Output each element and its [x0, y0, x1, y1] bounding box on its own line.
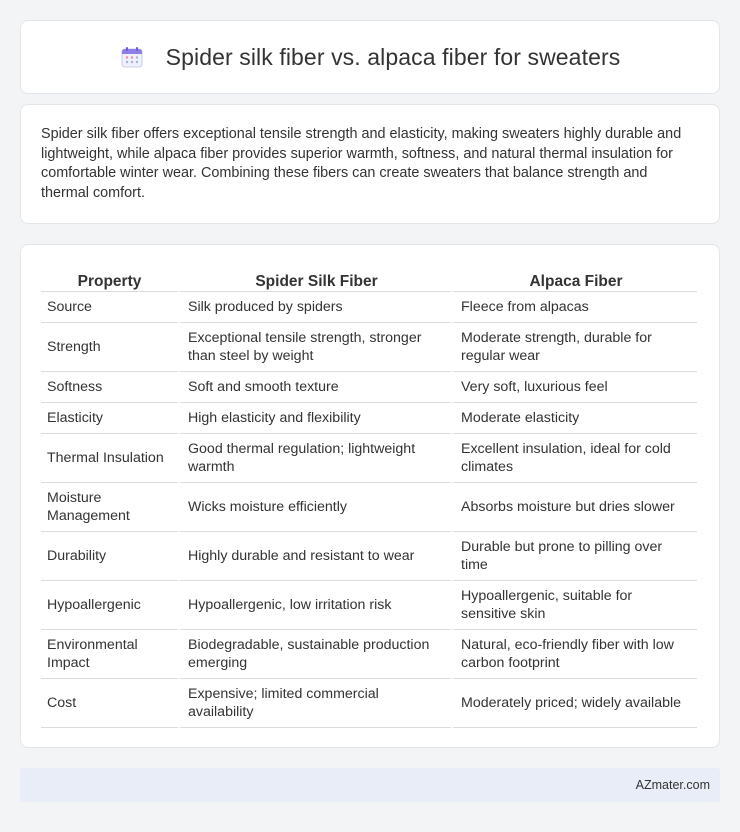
cell-alpaca: Natural, eco-friendly fiber with low carbon footprint [451, 630, 697, 679]
calendar-icon [120, 45, 144, 69]
title-wrap [120, 44, 621, 71]
cell-alpaca: Absorbs moisture but dries slower [451, 483, 697, 532]
cell-property: Softness [41, 372, 178, 403]
cell-property: Strength [41, 323, 178, 372]
title-card [20, 20, 720, 94]
footer [20, 768, 720, 802]
summary-text: Spider silk fiber offers exceptional tensile strength and elasticity, making sweaters highly durable and lightweight, while alpaca fiber provides superior warmth, softness, and natural thermal insulation for comfortable winter wear. Combining these fibers can create sweaters that balance strength and thermal comfort. [41, 126, 682, 201]
table-row [41, 679, 697, 728]
cell-property: Thermal Insulation [41, 434, 178, 483]
cell-alpaca: Fleece from alpacas [451, 292, 697, 323]
header-alpaca: Alpaca Fiber [451, 268, 697, 292]
cell-spider-silk: Wicks moisture efficiently [178, 483, 451, 532]
page-title: Spider silk fiber vs. alpaca fiber for sweaters [165, 43, 621, 70]
cell-alpaca: Durable but prone to pilling over time [451, 532, 697, 581]
cell-alpaca: Moderately priced; widely available [451, 679, 697, 728]
table-row [41, 323, 697, 372]
cell-spider-silk: Silk produced by spiders [178, 292, 451, 323]
cell-property: Durability [41, 532, 178, 581]
cell-spider-silk: Expensive; limited commercial availability [178, 679, 451, 728]
cell-alpaca: Excellent insulation, ideal for cold climates [451, 434, 697, 483]
cell-property: Moisture Management [41, 483, 178, 532]
table-row [41, 581, 697, 630]
table-header-row [41, 268, 697, 292]
cell-property: Elasticity [41, 403, 178, 434]
table-row [41, 483, 697, 532]
cell-spider-silk: Exceptional tensile strength, stronger than steel by weight [178, 323, 451, 372]
cell-spider-silk: Biodegradable, sustainable production emerging [178, 630, 451, 679]
cell-property: Source [41, 292, 178, 323]
cell-spider-silk: Soft and smooth texture [178, 372, 451, 403]
comparison-table-card [20, 244, 720, 748]
cell-spider-silk: High elasticity and flexibility [178, 403, 451, 434]
footer-brand: AZmater.com [635, 778, 710, 792]
comparison-table [41, 268, 697, 728]
header-property: Property [41, 268, 178, 292]
cell-alpaca: Hypoallergenic, suitable for sensitive skin [451, 581, 697, 630]
summary-card [20, 104, 720, 224]
cell-property: Hypoallergenic [41, 581, 178, 630]
table-row [41, 372, 697, 403]
cell-alpaca: Moderate strength, durable for regular wear [451, 323, 697, 372]
cell-alpaca: Moderate elasticity [451, 403, 697, 434]
cell-spider-silk: Hypoallergenic, low irritation risk [178, 581, 451, 630]
cell-property: Environmental Impact [41, 630, 178, 679]
table-row [41, 630, 697, 679]
cell-spider-silk: Highly durable and resistant to wear [178, 532, 451, 581]
table-row [41, 532, 697, 581]
cell-alpaca: Very soft, luxurious feel [451, 372, 697, 403]
cell-spider-silk: Good thermal regulation; lightweight warmth [178, 434, 451, 483]
table-row [41, 403, 697, 434]
cell-property: Cost [41, 679, 178, 728]
table-row [41, 434, 697, 483]
header-spider-silk: Spider Silk Fiber [178, 268, 451, 292]
table-row [41, 292, 697, 323]
